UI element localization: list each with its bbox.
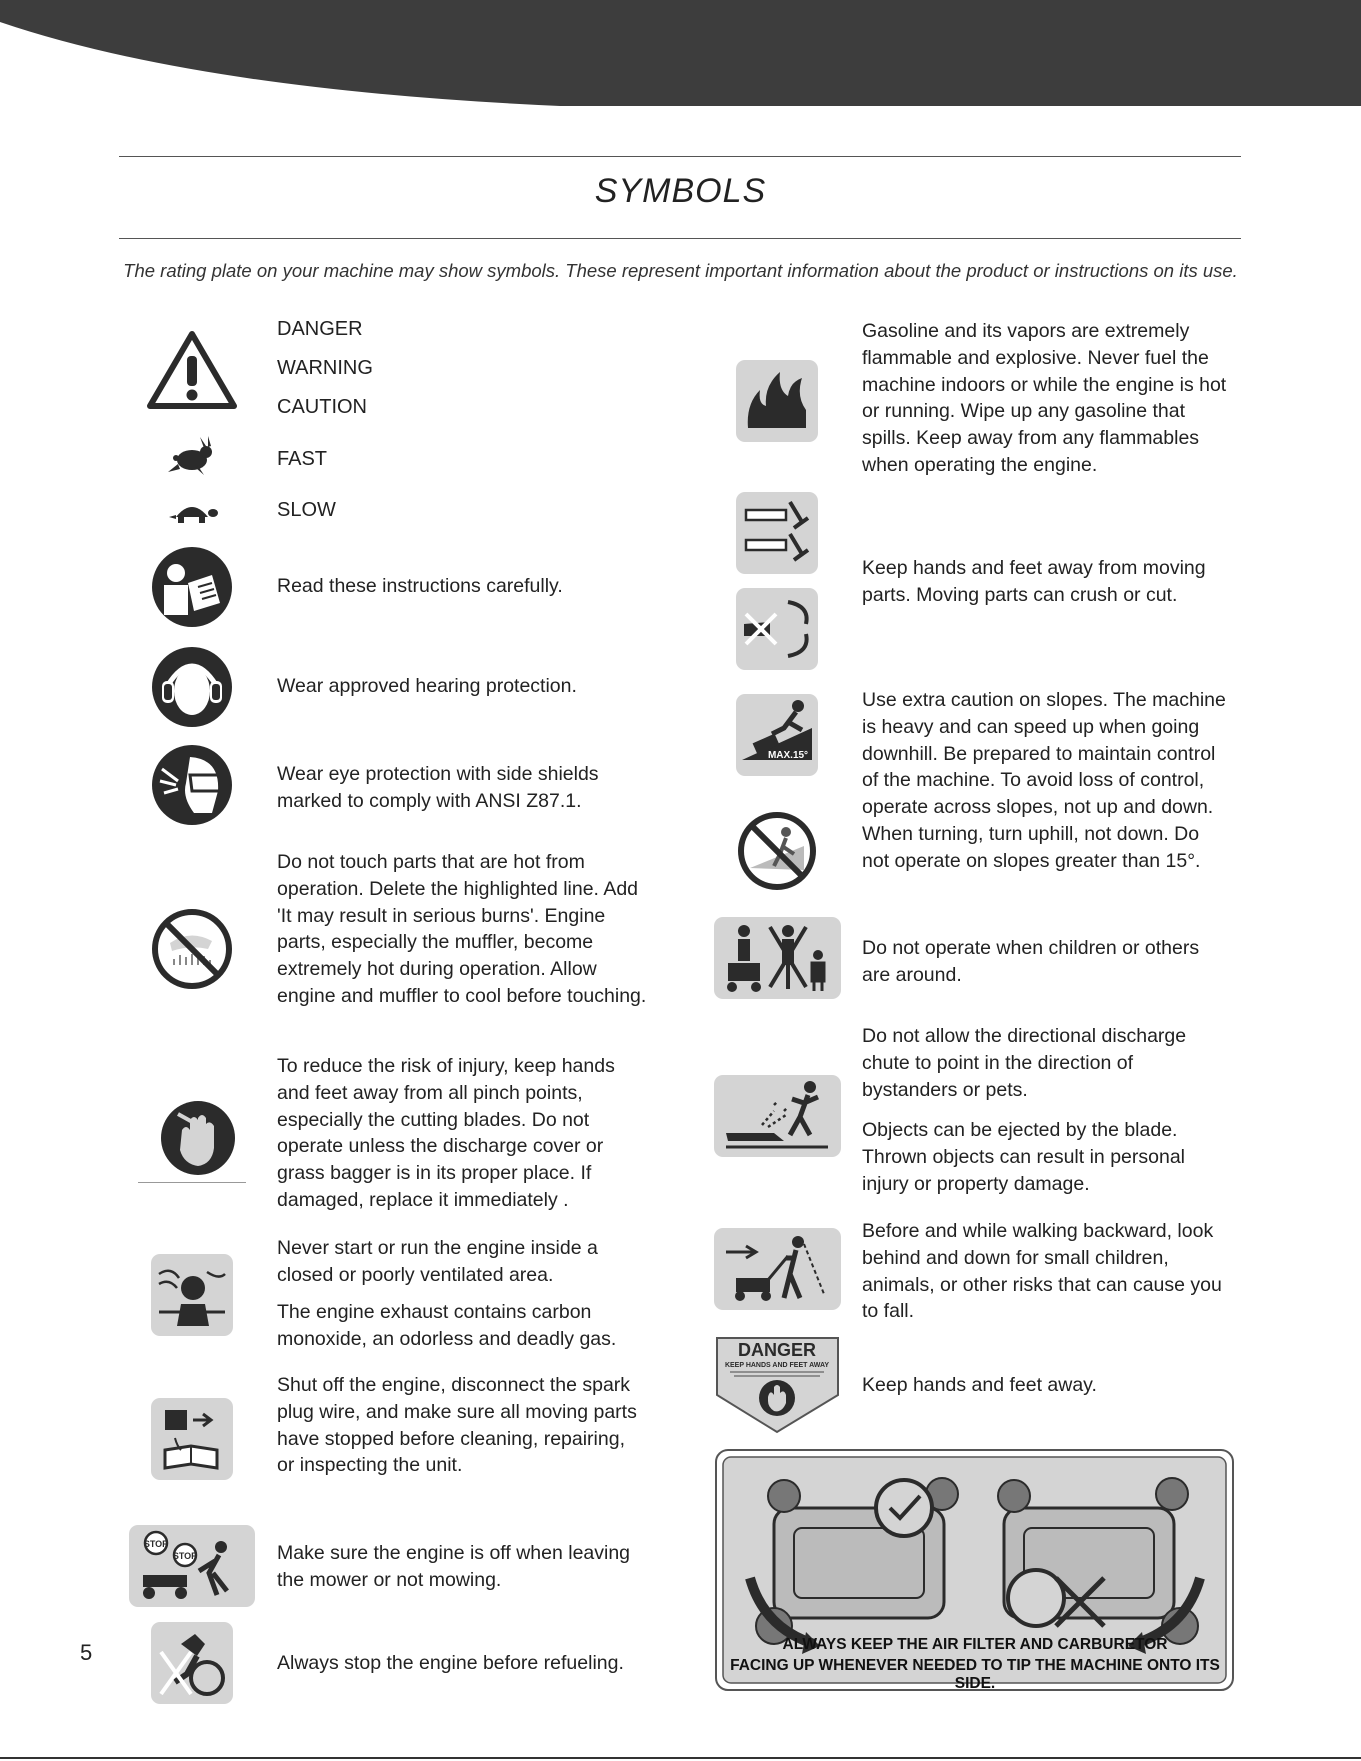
rotating-parts-icon xyxy=(736,588,818,670)
eye-protection-icon xyxy=(150,743,234,827)
turtle-slow-icon xyxy=(166,497,218,527)
tip-caption-line1: ALWAYS KEEP THE AIR FILTER AND CARBURETOR xyxy=(782,1636,1168,1653)
children-bystanders-icon xyxy=(714,917,841,999)
title-rule-bottom xyxy=(119,238,1241,239)
spark-plug-manual-icon xyxy=(151,1398,233,1480)
danger-label-subtitle: KEEP HANDS AND FEET AWAY xyxy=(724,1362,830,1369)
text-discharge-chute: Do not allow the directional discharge chute to point in the direction of bystanders or pets. xyxy=(862,1025,1187,1101)
page-title: SYMBOLS xyxy=(594,172,767,210)
header-band xyxy=(0,0,1361,106)
text-pinch-points: To reduce the risk of injury, keep hands and feet away from all pinch points, especially the cutting blades. Do not operate unless the discharge cover or grass bagger is in its proper place. If damaged, replace it immediately . xyxy=(277,1055,615,1211)
no-downhill-icon xyxy=(736,810,818,892)
hearing-protection-icon xyxy=(150,645,234,729)
icon-divider xyxy=(138,1182,246,1183)
crush-hazard-icon xyxy=(736,492,818,574)
text-slopes-caution: Use extra caution on slopes. The machine is heavy and can speed up when going downhill. Be prepared to maintain control of the machine. To avoid loss of control, operate across slopes, not up and down. When turning, turn uphill, not down. Do not operate on slopes greater than 15°. xyxy=(862,689,1226,872)
read-manual-icon xyxy=(150,545,234,629)
label-danger: DANGER xyxy=(277,318,363,340)
text-engine-off-leaving: Make sure the engine is off when leaving the mower or not mowing. xyxy=(277,1542,631,1591)
slope-badge-text: MAX.15° xyxy=(767,750,809,761)
text-moving-parts: Keep hands and feet away from moving parts. Moving parts can crush or cut. xyxy=(862,557,1206,606)
text-walking-backward: Before and while walking backward, look behind and down for small children, animals, or other risks that can cause you to fall. xyxy=(862,1220,1222,1323)
flammable-icon xyxy=(736,360,818,442)
hot-surface-icon xyxy=(150,907,234,991)
danger-label-icon xyxy=(714,1335,841,1435)
stop-sign-text-1: STOP xyxy=(143,1539,169,1549)
label-slow: SLOW xyxy=(277,499,336,521)
page-number: 5 xyxy=(80,1640,93,1665)
text-stop-before-refuel: Always stop the engine before refueling. xyxy=(277,1652,624,1674)
text-read-instructions: Read these instructions carefully. xyxy=(277,575,563,597)
danger-label-title: DANGER xyxy=(737,1340,817,1360)
walking-backward-icon xyxy=(714,1228,841,1310)
text-objects-ejected: Objects can be ejected by the blade. Thrown objects can result in personal injury or property damage. xyxy=(862,1119,1185,1195)
text-gasoline-warning: Gasoline and its vapors are extremely flammable and explosive. Never fuel the machine indoors or while the engine is hot or running. Wipe up any gasoline that spills. Keep away from any flammables when operating the engine. xyxy=(862,320,1227,476)
label-fast: FAST xyxy=(277,448,328,470)
label-caution: CAUTION xyxy=(277,396,367,418)
tip-caption-line2: FACING UP WHENEVER NEEDED TO TIP THE MACHINE ONTO ITS SIDE. xyxy=(730,1657,1220,1692)
stop-engine-mower-icon xyxy=(129,1525,255,1607)
intro-text: The rating plate on your machine may show symbols. These represent important information about the product or instructions on its use. xyxy=(123,260,1238,281)
stop-sign-text-2: STOP xyxy=(172,1551,198,1561)
text-hot-parts: Do not touch parts that are hot from operation. Delete the highlighted line. Add 'It may result in serious burns'. Engine parts, especially the muffler, become extremely hot during operation. Allow engine and muffler to cool before touching. xyxy=(277,851,647,1007)
warning-triangle-icon xyxy=(146,330,238,410)
text-keep-hands-feet-away: Keep hands and feet away. xyxy=(862,1374,1097,1396)
text-children-around: Do not operate when children or others are around. xyxy=(862,937,1200,986)
text-shut-off-engine: Shut off the engine, disconnect the spark plug wire, and make sure all moving parts have stopped before cleaning, repairing, or inspecting the unit. xyxy=(277,1374,637,1477)
thrown-objects-icon xyxy=(714,1075,841,1157)
text-hearing-protection: Wear approved hearing protection. xyxy=(277,675,577,697)
hand-blade-icon xyxy=(156,1096,240,1180)
tip-machine-illustration xyxy=(714,1448,1235,1692)
text-never-start-indoors: Never start or run the engine inside a closed or poorly ventilated area. xyxy=(277,1237,598,1286)
label-warning: WARNING xyxy=(277,357,373,379)
title-rule-top xyxy=(119,156,1241,157)
refuel-stop-icon xyxy=(151,1622,233,1704)
rabbit-fast-icon xyxy=(166,436,218,476)
slope-max-icon xyxy=(736,694,818,776)
enclosed-area-icon xyxy=(151,1254,233,1336)
text-eye-protection: Wear eye protection with side shields marked to comply with ANSI Z87.1. xyxy=(277,763,599,812)
footer-rule xyxy=(0,1757,1361,1759)
text-carbon-monoxide: The engine exhaust contains carbon monoxide, an odorless and deadly gas. xyxy=(277,1301,617,1350)
